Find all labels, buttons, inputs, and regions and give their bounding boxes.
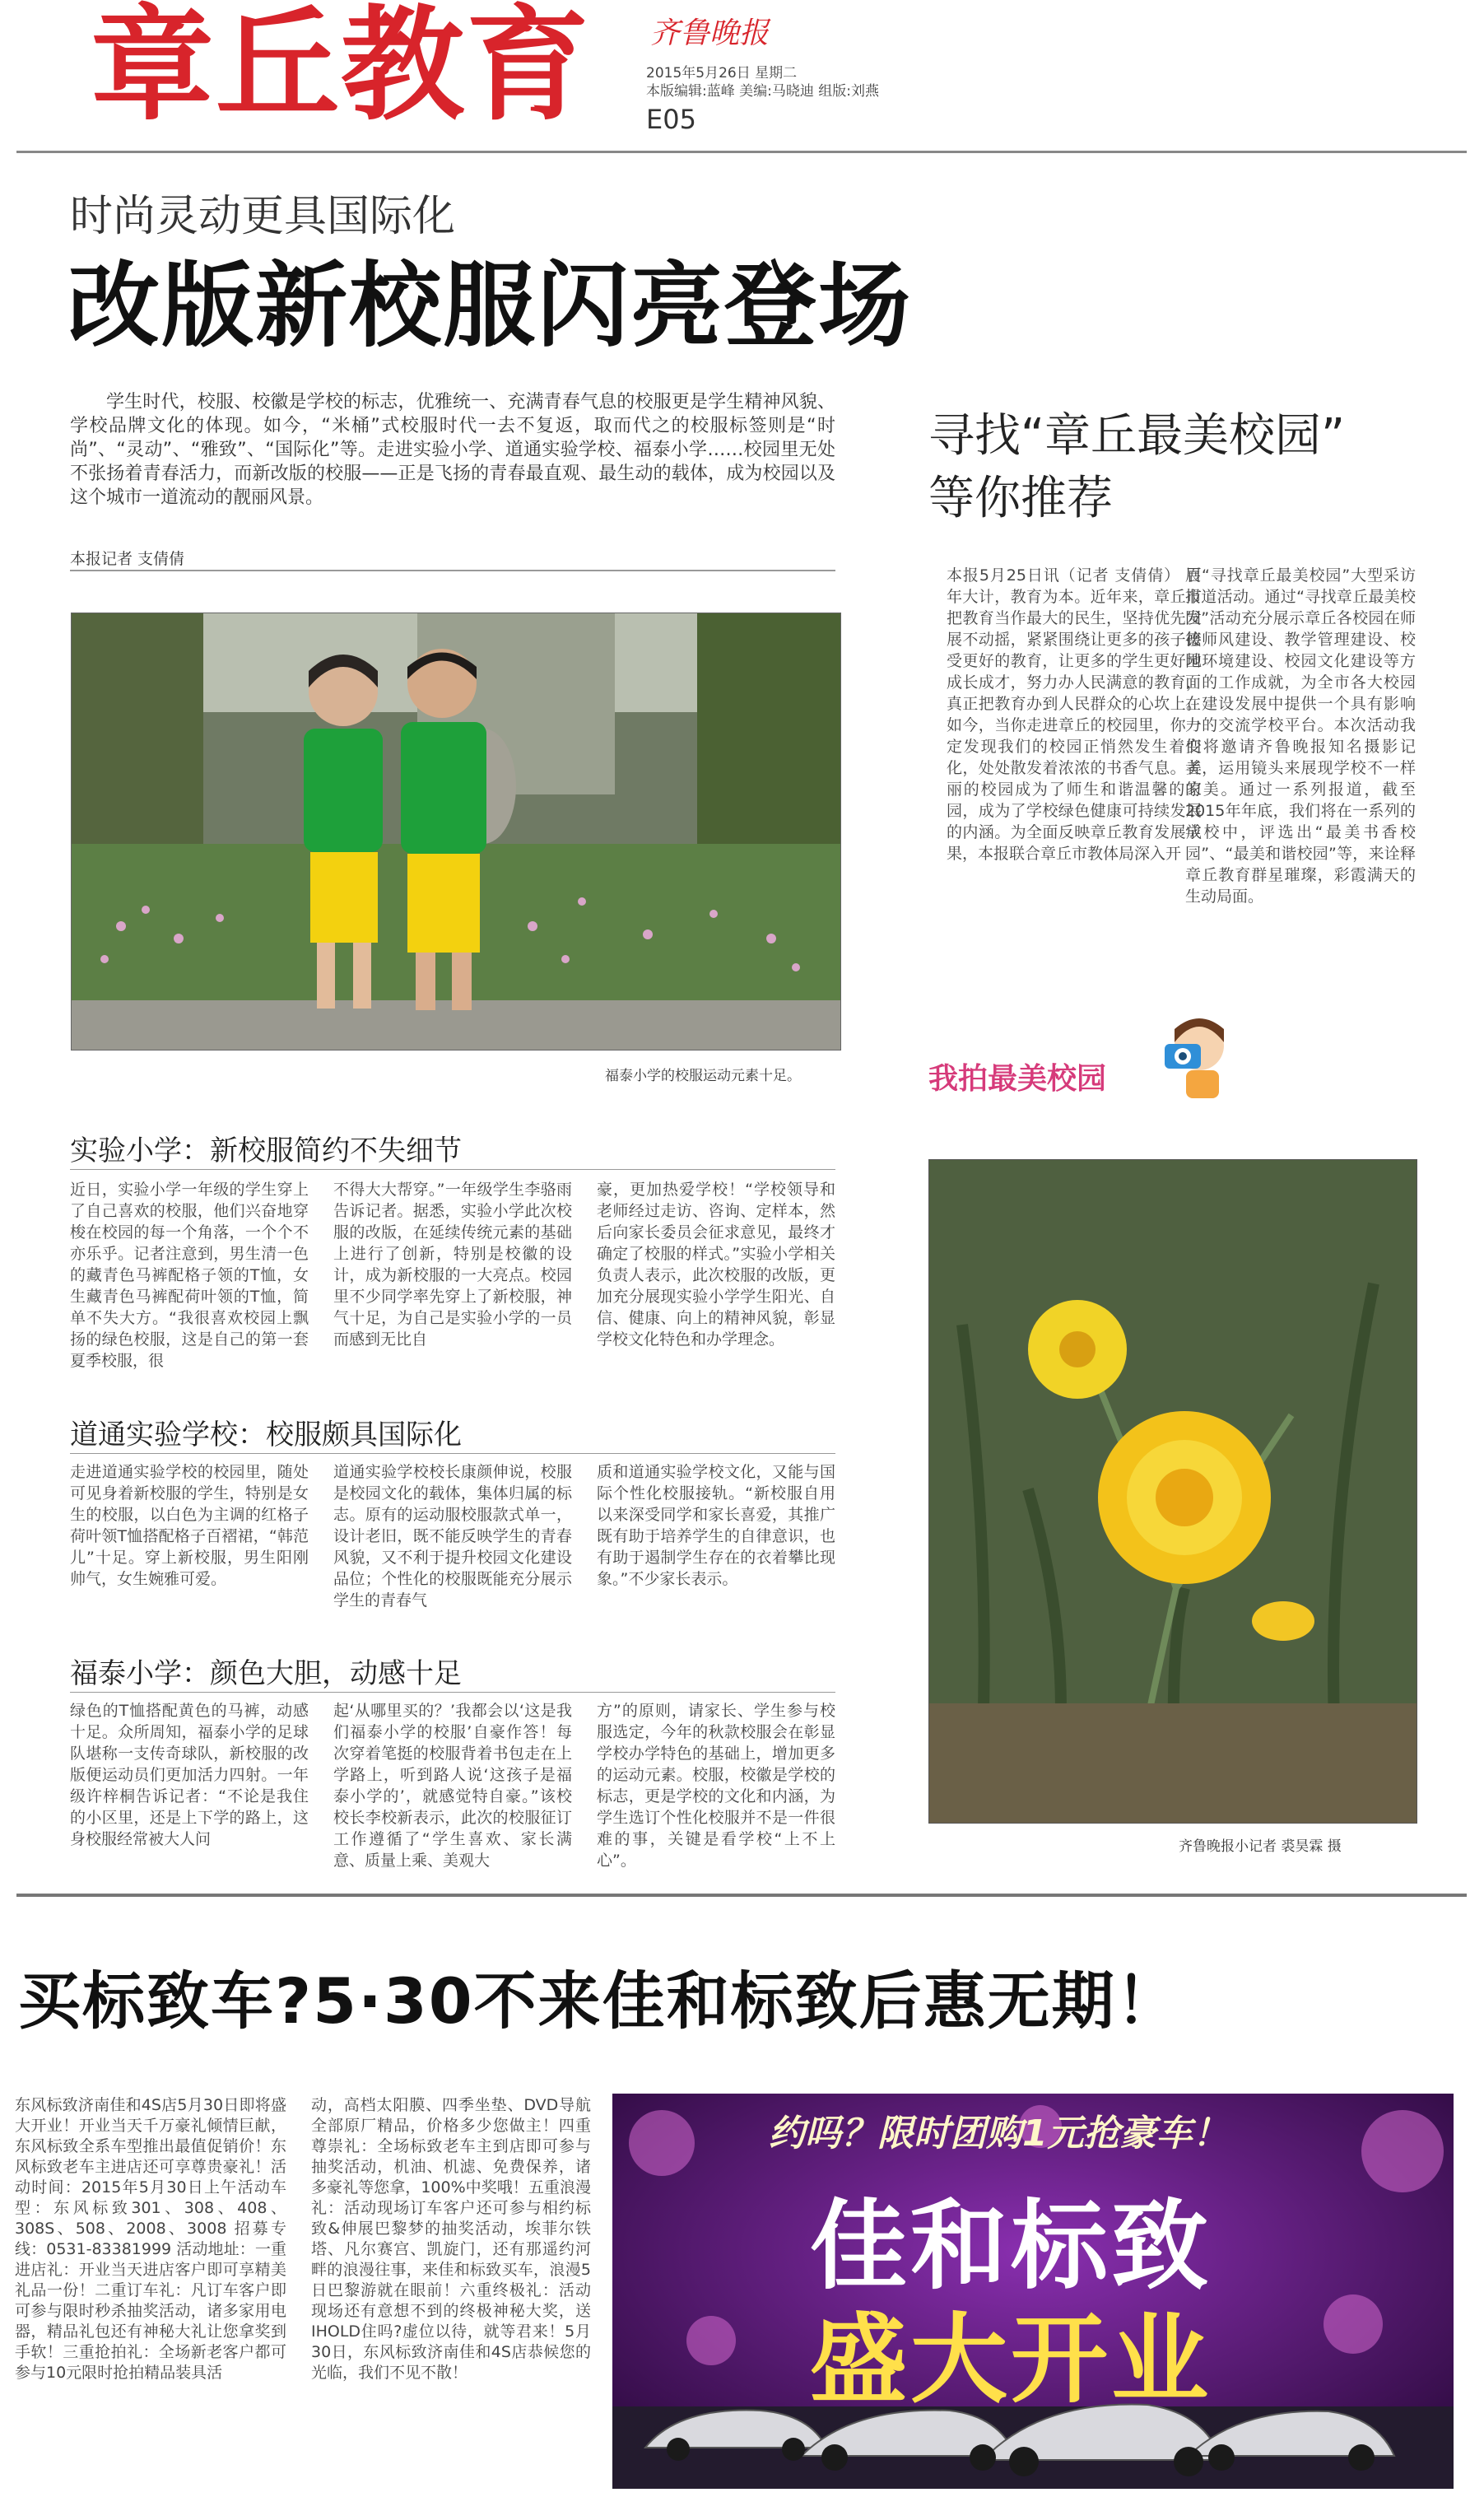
section2-col3: 质和道通实验学校文化，又能与国际个性化校服接轨。“新校服自用以来深受同学和家长喜爱，其推广既有助于培养学生的自律意识，也有助于遏制学生存在的衣着攀比现象。”不少家长表示。 — [597, 1463, 835, 1588]
ad-banner-tagline: 约吗？限时团购1元抢豪车！ — [769, 2113, 1229, 2155]
editor-credits: 本版编辑:蓝峰 美编:马晓迪 组版:刘燕 — [646, 83, 879, 100]
section2-col1: 走进道通实验学校的校园里，随处可见身着新校服的学生，特别是女生的校服，以白色为主调的红格子荷叶领T恤搭配格子百褶裙，“韩范儿”十足。穿上新校服，男生阳刚帅气，女生婉雅可爱。 — [70, 1463, 309, 1588]
page-number: E05 — [646, 104, 696, 135]
ad-col2: 动，高档太阳膜、四季坐垫、DVD导航全部原厂精品，价格多少您做主！四重尊崇礼：全场标致老车主到店即可参与抽奖活动，机油、机滤、免费保养，诸多豪礼等您拿，100%中奖哦！五重浪漫礼：活动现场订车客户还可参与相约标致&伸展巴黎梦的抽奖活动，埃菲尔铁塔、凡尔赛宫、凯旋门，还有那遥约河畔的浪漫往事，来佳和标致买车，浪漫5日巴黎游就在眼前！六重终极礼：活动现场还有意想不到的终极神秘大奖，送IHOLD住吗?虚位以待，就等君来！5月30日，东风标致济南佳和4S店恭候您的光临，我们不见不散！ — [311, 2096, 591, 2382]
flower-photo-caption: 齐鲁晚报小记者 裘昊霖 摄 — [1179, 1838, 1342, 1855]
article-byline: 本报记者 支倩倩 — [70, 550, 185, 568]
issue-date: 2015年5月26日 星期二 — [646, 65, 798, 82]
section-title-futai-school: 福泰小学：颜色大胆，动感十足 — [70, 1657, 462, 1690]
photo-contest-label: 我拍最美校园 — [928, 1062, 1107, 1096]
photo-caption: 福泰小学的校服运动元素十足。 — [605, 1068, 801, 1084]
sidebar-title-line2: 等你推荐 — [928, 472, 1113, 525]
ad-banner — [612, 2094, 1454, 2489]
sidebar-title — [928, 405, 1345, 530]
section-rule — [70, 1169, 835, 1170]
sidebar-col1: 本报5月25日讯（记者 支倩倩） 百年大计，教育为本。近年来，章丘市把教育当作最大的民生，坚持优先发展不动摇，紧紧围绕让更多的孩子接受更好的教育，让更多的学生更好地成长成才，努力办人民满意的教育，真正把教育办到人民群众的心坎上。如今，当你走进章丘的校园里，你一定发现我们的校园正悄然发生着变化，处处散发着浓浓的书香气息。美丽的校园成为了师生和谐温馨的家园，成为了学校绿色健康可持续发展的内涵。为全面反映章丘教育发展成果，本报联合章丘市教体局深入开 — [947, 566, 1202, 863]
section-title-daotong-school: 道通实验学校：校服颇具国际化 — [70, 1419, 462, 1451]
section3-col1: 绿色的T恤搭配黄色的马裤，动感十足。众所周知，福泰小学的足球队堪称一支传奇球队，新校服的改版便运动员们更加活力四射。一年级许梓桐告诉记者：“不论是我住的小区里，还是上下学的路上，这身校服经常被大人问 — [70, 1702, 309, 1848]
section2-col2: 道通实验学校校长康颜伸说，校服是校园文化的载体，集体归属的标志。原有的运动服校服款式单一，设计老旧，既不能反映学生的青春风貌，又不利于提升校园文化建设品位；个性化的校服既能充分展示学生的青春气 — [333, 1463, 572, 1610]
section3-col2: 起‘从哪里买的？’我都会以‘这是我们福泰小学的校服’自豪作答！每次穿着笔挺的校服背着书包走在上学路上，听到路人说‘这孩子是福泰小学的’，就感觉特自豪。”该校校长李校新表示，此次的校服征订工作遵循了“学生喜欢、家长满意、质量上乘、美观大 — [333, 1702, 572, 1870]
ad-separator — [16, 1894, 1467, 1897]
section1-col3: 豪，更加热爱学校！“学校领导和老师经过走访、咨询、定样本，然后向家长委员会征求意见，最终才确定了校服的样式。”实验小学相关负责人表示，此次校服的改版，更加充分展现实验小学学生阳光、自信、健康、向上的精神风貌，彰显学校文化特色和办学理念。 — [597, 1181, 835, 1349]
header-rule — [16, 151, 1467, 153]
students-illustration — [72, 613, 840, 1050]
masthead: 章丘教育 — [91, 0, 592, 137]
sidebar-title-line1: 寻找“章丘最美校园” — [928, 409, 1346, 463]
sidebar-col2: 展“寻找章丘最美校园”大型采访报道活动。通过“寻找章丘最美校园”活动充分展示章丘各校园在师德师风建设、教学管理建设、校园环境建设、校园文化建设等方面的工作成就，为全市各大校园在建设发展中提供一个具有影响力的交流学校平台。本次活动我们将邀请齐鲁晚报知名摄影记者，运用镜头来展现学校不一样的美。通过一系列报道，截至2015年年底，我们将在一系列的学校中，评选出“最美书香校园”、“最美和谐校园”等，来诠释章丘教育群星璀璨，彩霞满天的生动局面。 — [1185, 566, 1416, 906]
article-subtitle: 时尚灵动更具国际化 — [70, 192, 456, 241]
ad-col1: 东风标致济南佳和4S店5月30日即将盛大开业！开业当天千万豪礼倾情巨献，东风标致全系车型推出最值促销价！东风标致老车主进店还可享尊贵豪礼！活动时间：2015年5月30日上午活动车型：东风标致301、308、408、308S、508、2008、3008 招募专线：0531-83381999 活动地址：一重进店礼：开业当天进店客户即可享精美礼品一份！二重订车礼：凡订车客户即可参与限时秒杀抽奖活动，诸多家用电器，精品礼包还有神秘大礼让您拿奖到手软！三重抢拍礼：全场新老客户都可参与10元限时抢拍精品装具活 — [15, 2096, 286, 2382]
ad-banner-opening: 盛大开业 — [810, 2303, 1212, 2416]
ad-headline: 买标致车?5·30不来佳和标致后惠无期！ — [18, 1964, 1180, 2038]
flower-photo — [928, 1159, 1417, 1824]
section1-col2: 不得大大帮穿。”一年级学生李骆雨告诉记者。据悉，实验小学此次校服的改版，在延续传统元素的基础上进行了创新，特别是校徽的设计，成为新校服的一大亮点。校园里不少同学率先穿上了新校服，神气十足，为自己是实验小学的一员而感到无比自 — [333, 1181, 572, 1349]
section-rule — [70, 1453, 835, 1454]
article-lede: 学生时代，校服、校徽是学校的标志，优雅统一、充满青春气息的校服更是学生精神风貌、学校品牌文化的体现。如今，“米桶”式校服时代一去不复返，取而代之的校服标签则是“时尚”、“灵动”、“雅致”、“国际化”等。走进实验小学、道通实验学校、福泰小学……校园里无处不张扬着青春活力，而新改版的校服——正是飞扬的青春最直观、最生动的载体，成为校园以及这个城市一道流动的靓丽风景。 — [70, 392, 835, 508]
uniform-photo — [71, 613, 841, 1051]
byline-rule — [70, 570, 835, 571]
flower-illustration — [929, 1160, 1417, 1823]
section-title-experimental-school: 实验小学：新校服简约不失细节 — [70, 1134, 462, 1167]
paper-logo: 齐鲁晚报 — [650, 16, 770, 50]
section-rule — [70, 1692, 835, 1693]
camera-kid-icon — [1148, 1011, 1239, 1102]
section1-col1: 近日，实验小学一年级的学生穿上了自己喜欢的校服，他们兴奋地穿梭在校园的每一个角落，一个个不亦乐乎。记者注意到，男生清一色的藏青色马裤配格子领的T恤，女生藏青色马裤配荷叶领的T恤，简单不失大方。“我很喜欢校园上飘扬的绿色校服，这是自己的第一套夏季校服，很 — [70, 1181, 309, 1370]
article-headline: 改版新校服闪亮登场 — [67, 253, 912, 360]
ad-banner-brand: 佳和标致 — [810, 2189, 1212, 2303]
section3-col3: 方”的原则，请家长、学生参与校服选定，今年的秋款校服会在彰显学校办学特色的基础上，增加更多的运动元素。校服，校徽是学校的标志，更是学校的文化和内涵，为学生选订个性化校服并不是一件很难的事，关键是看学校“上不上心”。 — [597, 1702, 835, 1870]
